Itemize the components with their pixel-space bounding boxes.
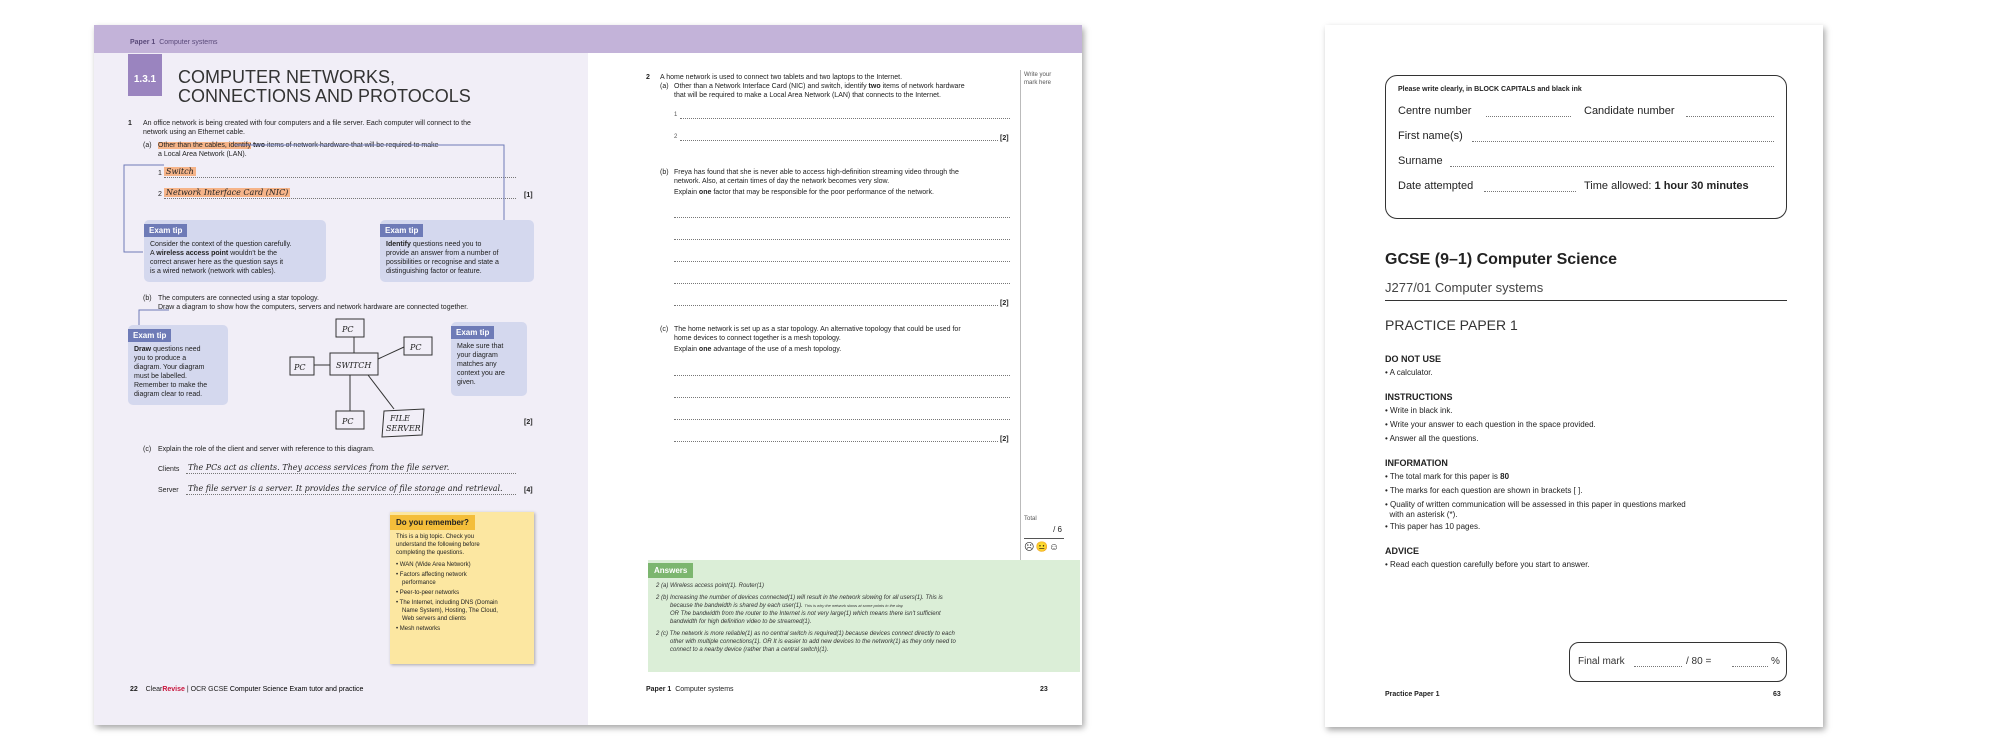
- tip1-line4: is a wired network (network with cables).: [150, 268, 276, 275]
- tip3-line5: Remember to make the: [134, 382, 208, 389]
- diagram-switch: SWITCH: [336, 361, 372, 370]
- surname-label: Surname: [1398, 155, 1443, 167]
- remember-head: Do you remember?: [390, 515, 475, 530]
- q2c-answer-line: [674, 397, 1010, 398]
- info-item-3a: Quality of written communication will be assessed in this paper in questions marked: [1390, 500, 1686, 509]
- q1a-text-part1: Other than the cables, identify: [158, 142, 251, 149]
- remember-item: performance: [402, 580, 436, 586]
- q2-intro: A home network is used to connect two tablets and two laptops to the Internet.: [660, 74, 903, 81]
- instruction-item: Answer all the questions.: [1389, 434, 1479, 443]
- tip3-line3: diagram. Your diagram: [134, 364, 205, 371]
- cover-sections: DO NOT USE • A calculator. INSTRUCTIONS • Write in black ink. • Write your answer to each question in the space provided. • Answer all the questions. INFORMATION • The total mark for this paper is 80 • The marks for each question are shown in brackets [ ]. • Quality of written communication will be assessed in this paper in questions marked with an asterisk (*). • This paper has 10 pages. ADVICE • Read each question carefully before you start to answer.: [1385, 354, 1686, 569]
- tip3-line2: you to produce a: [134, 355, 187, 362]
- q2b-marks: [2]: [1000, 300, 1009, 307]
- info-item-4: This paper has 10 pages.: [1389, 522, 1481, 531]
- paper-subtitle: J277/01 Computer systems: [1385, 280, 1544, 295]
- exam-tip-3-body: [128, 343, 228, 401]
- centre-number-label: Centre number: [1398, 105, 1472, 117]
- q1b-marks: [2]: [524, 419, 533, 426]
- remember-item: The Internet, including DNS (Domain: [399, 600, 498, 606]
- remember-intro-1: This is a big topic. Check you: [396, 534, 475, 540]
- remember-item: Web servers and clients: [402, 616, 466, 622]
- tip1-line1: Consider the context of the question carefully.: [150, 241, 292, 248]
- info-item-2: The marks for each question are shown in brackets [ ].: [1389, 486, 1583, 495]
- candidate-number-field[interactable]: [1686, 116, 1774, 117]
- q1a-text-part2: items of network hardware that will be required to make: [266, 142, 439, 149]
- answer-note: This is why the network slows at some points in the day.: [804, 603, 904, 608]
- time-allowed-label: Time allowed:: [1584, 180, 1652, 192]
- advice-item: Read each question carefully before you start to answer.: [1390, 560, 1590, 569]
- q1a-text-bold: two: [252, 142, 266, 149]
- happy-face-icon[interactable]: ☺: [1048, 542, 1061, 553]
- left-page-number: 22: [130, 686, 138, 693]
- tip4-line2: your diagram: [457, 352, 498, 359]
- q2c-text: [674, 325, 961, 354]
- tip2-line1a: Identify: [386, 241, 411, 248]
- q2c-text-3c: advantage of the use of a mesh topology.: [713, 346, 842, 353]
- q2c-label: (c): [660, 326, 669, 333]
- left-footer: [130, 685, 363, 694]
- tip3-line1a: Draw: [134, 346, 152, 353]
- instruction-item: Write in black ink.: [1390, 406, 1453, 415]
- final-mark-value: / 80 =: [1686, 656, 1712, 667]
- instruction-item: Write your answer to each question in the space provided.: [1390, 420, 1596, 429]
- tip2-line2: provide an answer from a number of: [386, 250, 499, 257]
- title-line-1: COMPUTER NETWORKS,: [178, 67, 396, 87]
- q1a-text-part3: a Local Area Network (LAN).: [158, 151, 247, 158]
- remember-item: Name System), Hosting, The Cloud,: [402, 608, 498, 614]
- first-names-field[interactable]: [1472, 141, 1774, 142]
- tip4-line5: given.: [457, 379, 476, 386]
- tip4-line1: Make sure that: [457, 343, 504, 350]
- tip1-line2a: A: [150, 250, 155, 257]
- practice-paper-label: PRACTICE PAPER 1: [1385, 317, 1518, 333]
- tip3-line4: must be labelled.: [134, 373, 187, 380]
- exam-tip-2: [380, 220, 534, 282]
- q2b-text-2: network. Also, at certain times of day the network becomes very slow.: [674, 178, 890, 185]
- q1b-text-2: Draw a diagram to show how the computers, servers and network hardware are connected together.: [158, 304, 469, 311]
- margin-note-2: mark here: [1024, 80, 1052, 86]
- date-field[interactable]: [1484, 191, 1576, 192]
- q2b-answer-line: [674, 283, 1010, 284]
- surname-field[interactable]: [1450, 166, 1774, 167]
- final-mark-label: Final mark: [1578, 656, 1625, 667]
- clients-label: Clients: [158, 466, 180, 473]
- do-not-use-item: A calculator.: [1389, 368, 1433, 377]
- server-answer-line: [186, 494, 516, 495]
- footer-title-1: OCR GCSE: [190, 686, 228, 693]
- header-section: Computer systems: [159, 39, 218, 46]
- cover-page-number: 63: [1773, 691, 1781, 698]
- margin-note: [1024, 71, 1051, 87]
- remember-intro-2: understand the following before: [396, 542, 480, 548]
- exam-tip-4: [451, 322, 527, 396]
- candidate-number-label: Candidate number: [1584, 105, 1675, 117]
- q2a-n1: 1: [674, 112, 678, 118]
- advice-head: ADVICE: [1385, 546, 1420, 556]
- title-rule: [1385, 300, 1787, 301]
- footer-separator: |: [186, 686, 189, 693]
- q2c-text-1: The home network is set up as a star topology. An alternative topology that could be used for: [674, 326, 961, 333]
- tip3-line1b: questions need: [153, 346, 201, 353]
- remember-item: Mesh networks: [399, 626, 441, 632]
- tip4-line3: matches any: [457, 361, 497, 368]
- tip3-line6: diagram clear to read.: [134, 391, 203, 398]
- final-mark-field[interactable]: [1634, 666, 1682, 667]
- q2a-text: [674, 82, 965, 100]
- q1a-answer-1: Switch: [166, 167, 194, 176]
- tip2-line3: possibilities or recognise and state a: [386, 259, 499, 266]
- q2c-marks: [2]: [1000, 436, 1009, 443]
- diagram-pc-right: PC: [410, 343, 422, 352]
- q1a-label: (a): [143, 142, 152, 149]
- answers-body: [648, 578, 1080, 658]
- date-label: Date attempted: [1398, 180, 1474, 192]
- q2a-answer-line-2: [680, 140, 998, 141]
- q2c-answer-line: [674, 375, 1010, 376]
- remember-item: WAN (Wide Area Network): [399, 562, 471, 568]
- q1b-label: (b): [143, 295, 152, 302]
- q1a-answer-2: Network Interface Card (NIC): [166, 188, 289, 197]
- exam-tip-4-body: [451, 340, 527, 389]
- q1a-marks: [1]: [524, 192, 533, 199]
- header-paper: Paper 1: [130, 39, 156, 46]
- diagram-pc-top: PC: [342, 325, 354, 334]
- remember-body: This is a big topic. Check you understand the following before completing the questions. • WAN (Wide Area Network) • Factors affecting network performance • Peer-to-peer networks • The Internet, including DNS (Domain Name System), Hosting, The Cloud, Web servers and clients • Mesh networks: [390, 530, 534, 636]
- q2c-text-3b: one: [698, 346, 712, 353]
- right-page-number: 23: [1040, 686, 1048, 693]
- answer-line: 2 (b) Increasing the number of devices connected(1) will result in the network slowing for all users(1). This is: [656, 595, 943, 601]
- q2b-answer-line: [674, 261, 1010, 262]
- candidate-details-box: [1385, 75, 1787, 219]
- total-value: / 6: [1024, 525, 1064, 539]
- instructions-head: INSTRUCTIONS: [1385, 392, 1453, 402]
- tip1-line2b: wireless access point: [156, 250, 229, 257]
- tip1-line2c: wouldn't be the: [230, 250, 278, 257]
- q2b-text-3a: Explain: [674, 189, 697, 196]
- q2a-label: (a): [660, 83, 669, 90]
- first-names-label: First name(s): [1398, 130, 1463, 142]
- q2a-text-1a: Other than a Network Interface Card (NIC) and switch, identify: [674, 83, 867, 90]
- time-allowed-value: 1 hour 30 minutes: [1654, 180, 1749, 192]
- q2b-answer-line: [674, 305, 998, 306]
- remember-item: Peer-to-peer networks: [399, 590, 460, 596]
- q2b-answer-line: [674, 217, 1010, 218]
- right-footer-paper: Paper 1: [646, 686, 672, 693]
- diagram-server-2: SERVER: [386, 424, 421, 433]
- exam-tip-1-body: [144, 238, 326, 278]
- title-line-2: CONNECTIONS AND PROTOCOLS: [178, 86, 471, 106]
- neutral-face-icon[interactable]: 😐: [1035, 542, 1049, 553]
- diagram-pc-bottom: PC: [342, 417, 354, 426]
- q2c-text-2: home devices to connect together is a mesh topology.: [674, 335, 841, 342]
- final-mark-box: [1569, 642, 1787, 682]
- clients-answer: The PCs act as clients. They access services from the file server.: [188, 463, 450, 472]
- q2a-marks: [2]: [1000, 135, 1009, 142]
- q1b-text-1: The computers are connected using a star topology.: [158, 295, 319, 302]
- q2b-text-1: Freya has found that she is never able to access high-definition streaming video through the: [674, 169, 959, 176]
- server-answer: The file server is a server. It provides the service of file storage and retrieval.: [188, 484, 503, 493]
- q1b-text: [158, 294, 468, 312]
- answer-line: other with multiple connections(1). OR It is easier to add new devices to the network(1) as they only need to: [670, 639, 956, 645]
- q1c-label: (c): [143, 446, 152, 453]
- cover-footer-left: Practice Paper 1: [1385, 691, 1440, 698]
- answer-line: 2 (a) Wireless access point(1). Router(1): [656, 583, 764, 589]
- right-footer: [646, 685, 734, 694]
- q1c-text: Explain the role of the client and server with reference to this diagram.: [158, 446, 375, 453]
- q2b-text-3b: one: [698, 189, 712, 196]
- q1-intro-2: network using an Ethernet cable.: [143, 129, 245, 136]
- information-head: INFORMATION: [1385, 458, 1448, 468]
- box-instruction: Please write clearly, in BLOCK CAPITALS and black ink: [1398, 86, 1582, 93]
- tip4-line4: context you are: [457, 370, 505, 377]
- q1a-ans1-number: 1: [158, 170, 162, 177]
- exam-tip-1: [144, 220, 326, 282]
- remember-intro-3: completing the questions.: [396, 550, 465, 556]
- q2a-text-1c: items of network hardware: [882, 83, 965, 90]
- answer-line: bandwidth for high definition video to be streamed(1).: [670, 619, 812, 625]
- tip2-line1b: questions need you to: [412, 241, 482, 248]
- footer-title-2: Computer Science Exam tutor and practice: [229, 686, 364, 693]
- tip1-line3: correct answer here as the question says it: [150, 259, 284, 266]
- answers-box: [648, 560, 1080, 672]
- do-not-use-head: DO NOT USE: [1385, 354, 1442, 364]
- q2b-text-3c: factor that may be responsible for the poor performance of the network.: [713, 189, 934, 196]
- q2b-label: (b): [660, 169, 669, 176]
- q1-intro-1: An office network is being created with four computers and a file server. Each computer will connect to the: [143, 120, 471, 127]
- brand-revise: Revise: [162, 686, 185, 693]
- right-footer-section: Computer systems: [675, 686, 734, 693]
- textbook-spread: [94, 25, 1082, 725]
- section-badge: 1.3.1: [128, 54, 162, 96]
- exam-tip-1-head: Exam tip: [144, 224, 187, 237]
- do-you-remember-box: [390, 512, 534, 664]
- paper-title: GCSE (9–1) Computer Science: [1385, 251, 1618, 268]
- exam-tip-3: [128, 325, 228, 405]
- rating-faces[interactable]: [1024, 542, 1060, 553]
- remember-item: Factors affecting network: [399, 572, 467, 578]
- practice-paper-cover: [1325, 25, 1823, 727]
- q2a-n2: 2: [674, 134, 678, 140]
- q2a-text-2: that will be required to make a Local Area Network (LAN) that connects to the Internet.: [674, 92, 941, 99]
- diagram-server-1: FILE: [390, 414, 410, 423]
- q2b-text: [674, 168, 959, 197]
- centre-number-field[interactable]: [1486, 116, 1571, 117]
- answer-line: because the bandwidth is shared by each user(1).: [670, 603, 803, 609]
- q2a-answer-line-1: [680, 118, 1010, 119]
- margin-note-1: Write your: [1024, 72, 1052, 78]
- answer-line: OR The bandwidth from the router to the Internet is not very large(1) which means there isn't sufficient: [670, 611, 941, 617]
- info-item-1b: 80: [1500, 472, 1510, 481]
- sad-face-icon[interactable]: ☹: [1024, 542, 1036, 553]
- q1-number: 1: [128, 120, 132, 127]
- info-item-1a: The total mark for this paper is: [1389, 472, 1498, 481]
- server-label: Server: [158, 487, 179, 494]
- clients-answer-line: [186, 473, 516, 474]
- info-item-3b: with an asterisk (*).: [1389, 510, 1458, 519]
- q2c-answer-line: [674, 441, 998, 442]
- tip2-line4: distinguishing factor or feature.: [386, 268, 482, 275]
- q2c-text-3a: Explain: [674, 346, 697, 353]
- exam-tip-2-body: [380, 238, 534, 278]
- q2-number: 2: [646, 74, 650, 81]
- total-label: Total: [1024, 516, 1037, 522]
- final-percent-field[interactable]: [1732, 666, 1768, 667]
- answer-line: 2 (c) The network is more reliable(1) as no central switch is required(1) because devices connect directly to each: [656, 631, 955, 637]
- diagram-pc-left: PC: [294, 363, 306, 372]
- final-mark-percent: %: [1771, 656, 1780, 667]
- q2b-answer-line: [674, 239, 1010, 240]
- time-allowed: [1584, 180, 1749, 192]
- answers-head: Answers: [648, 563, 693, 578]
- q1a-ans2-number: 2: [158, 191, 162, 198]
- q2a-text-1b: two: [868, 83, 881, 90]
- exam-tip-4-head: Exam tip: [451, 326, 494, 339]
- exam-tip-3-head: Exam tip: [128, 329, 171, 342]
- q1c-marks: [4]: [524, 487, 533, 494]
- margin-rule: [1020, 70, 1021, 570]
- answer-line: connect to a nearby device (rather than a central switch)(1).: [670, 647, 829, 653]
- brand-clear: Clear: [145, 686, 163, 693]
- q2c-answer-line: [674, 419, 1010, 420]
- star-topology-diagram: [254, 315, 454, 455]
- exam-tip-2-head: Exam tip: [380, 224, 423, 237]
